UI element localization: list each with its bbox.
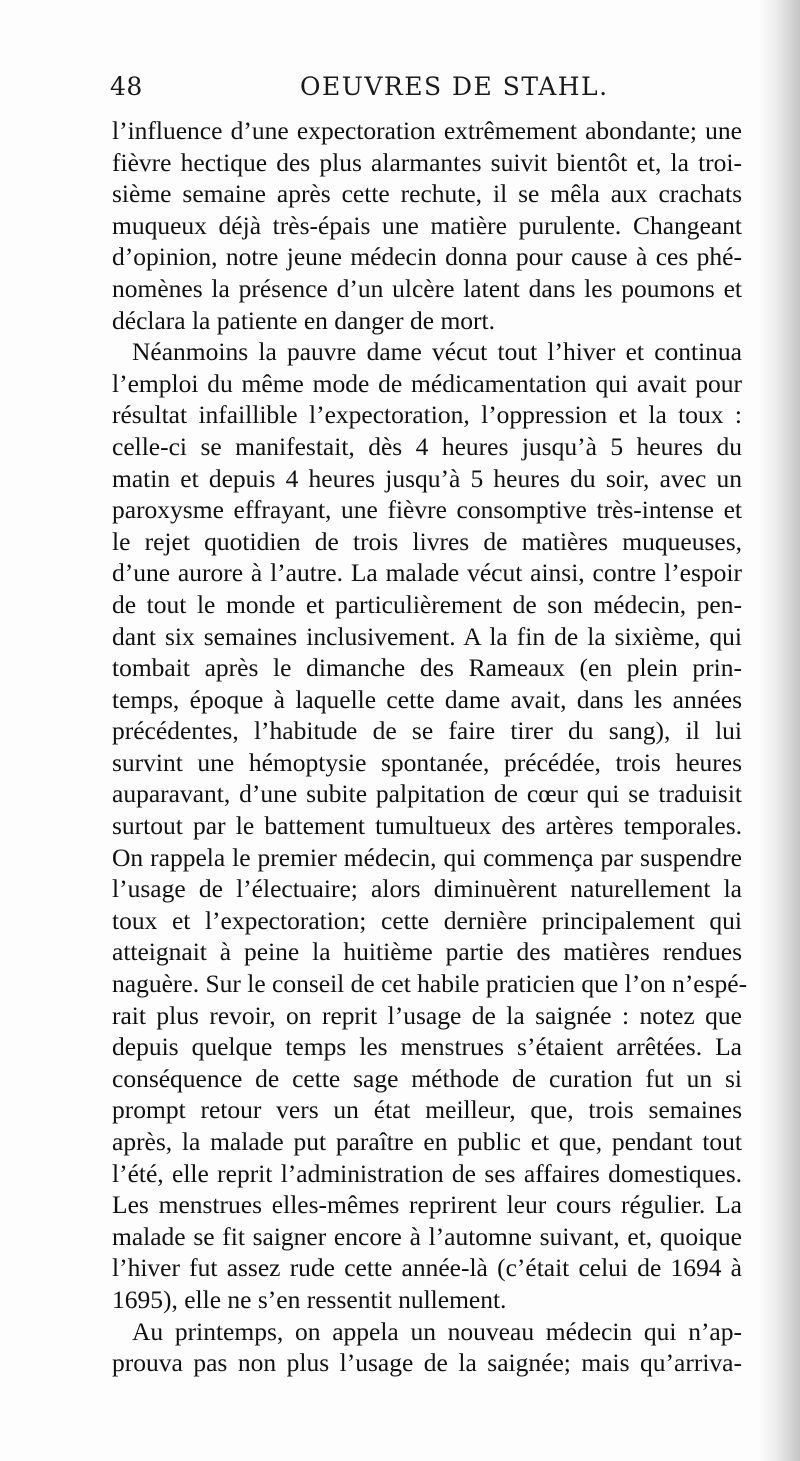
text-line: Les menstrues elles-mêmes reprirent leur cours régulier. La [112,1190,742,1220]
text-line: auparavant, d’une subite palpitation de cœur qui se traduisit [112,779,742,809]
text-line: depuis quelque temps les menstrues s’étaient arrêtées. La [112,1032,742,1062]
text-line: celle-ci se manifestait, dès 4 heures jusqu’à 5 heures du [112,431,742,461]
text-line: Au printemps, on appela un nouveau médecin qui n’ap- [132,1316,742,1346]
text-line: naguère. Sur le conseil de cet habile praticien que l’on n’espé- [112,969,748,999]
text-line: survint une hémoptysie spontanée, précédée, trois heures [112,747,742,777]
page-header [110,72,750,112]
text-line: le rejet quotidien de trois livres de matières muqueuses, [112,526,742,556]
text-line: muqueux déjà très-épais une matière purulente. Changeant [112,210,742,240]
text-line: prouva pas non plus l’usage de la saignée; mais qu’arriva- [112,1348,742,1378]
text-line: rait plus revoir, on reprit l’usage de la saignée : notez que [112,1000,742,1030]
text-line: matin et depuis 4 heures jusqu’à 5 heures du soir, avec un [112,463,742,493]
text-line: d’opinion, notre jeune médecin donna pour cause à ces phé- [112,242,742,272]
text-line: l’été, elle reprit l’administration de ses affaires domestiques. [112,1158,742,1188]
text-line: On rappela le premier médecin, qui commença par suspendre [112,842,742,872]
text-line: surtout par le battement tumultueux des artères temporales. [112,811,742,841]
text-line: nomènes la présence d’un ulcère latent dans les poumons et [112,273,742,303]
text-line: dant six semaines inclusivement. A la fin de la sixième, qui [112,621,742,651]
text-line: l’hiver fut assez rude cette année-là (c’était celui de 1694 à [112,1253,742,1283]
text-line: l’usage de l’électuaire; alors diminuèrent naturellement la [112,874,742,904]
text-line: toux et l’expectoration; cette dernière principalement qui [112,905,742,935]
text-line: déclara la patiente en danger de mort. [112,305,496,335]
text-line: paroxysme effrayant, une fièvre consomptive très-intense et [112,495,742,525]
text-line: après, la malade put paraître en public et que, pendant tout [112,1127,742,1156]
text-line: prompt retour vers un état meilleur, que, trois semaines [112,1095,742,1125]
text-line: conséquence de cette sage méthode de curation fut un si [112,1063,742,1093]
text-line: l’emploi du même mode de médicamentation qui avait pour [112,368,742,398]
text-line: l’influence d’une expectoration extrêmement abondante; une [112,116,742,145]
text-line: Néanmoins la pauvre dame vécut tout l’hiver et continua [132,337,742,367]
text-line: temps, époque à laquelle cette dame avait, dans les années [112,684,742,714]
text-line: résultat infaillible l’expectoration, l’oppression et la toux : [112,400,742,430]
text-line: tombait après le dimanche des Rameaux (en plein prin- [112,653,742,683]
text-line: de tout le monde et particulièrement de son médecin, pen- [112,589,742,619]
text-line: atteignait à peine la huitième partie des matières rendues [112,937,742,967]
body-text [112,115,748,1379]
page-number: 48 [110,72,143,101]
text-line: précédentes, l’habitude de se faire tirer du sang), il lui [112,716,742,746]
text-line: sième semaine après cette rechute, il se mêla aux crachats [112,179,742,209]
text-line: d’une aurore à l’autre. La malade vécut ainsi, contre l’espoir [112,558,742,588]
text-line: fièvre hectique des plus alarmantes suivit bientôt et, la troi- [112,147,742,177]
text-line: malade se fit saigner encore à l’automne suivant, et, quoique [112,1221,742,1251]
page-gutter-shadow [758,0,800,1461]
running-title: OEUVRES DE STAHL. [300,72,609,101]
text-line: 1695), elle ne s’en ressentit nullement. [112,1284,507,1314]
